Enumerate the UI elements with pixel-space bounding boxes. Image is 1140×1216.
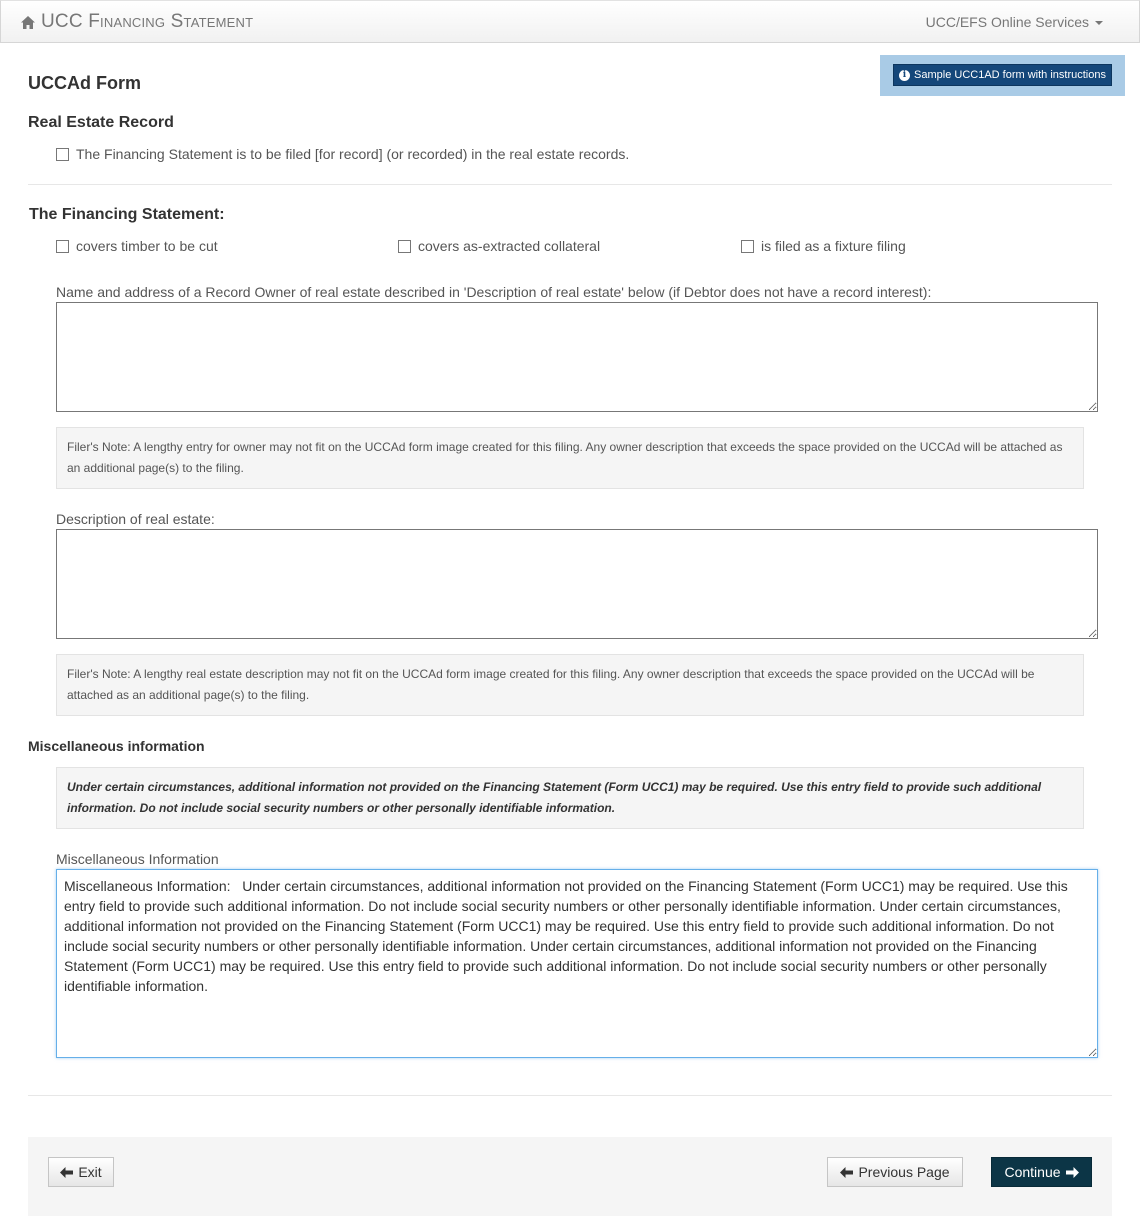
misc-heading: Miscellaneous information <box>28 738 205 754</box>
as-extracted-checkbox[interactable] <box>398 240 411 253</box>
real-estate-record-checkbox[interactable] <box>56 148 69 161</box>
divider <box>28 184 1112 185</box>
as-extracted-option[interactable] <box>398 238 600 254</box>
exit-button[interactable] <box>48 1157 114 1187</box>
timber-option[interactable] <box>56 238 218 254</box>
real-estate-description-label: Description of real estate: <box>56 511 215 527</box>
sample-form-panel <box>880 55 1125 96</box>
real-estate-record-heading: Real Estate Record <box>28 114 174 131</box>
form-footer <box>28 1137 1112 1216</box>
continue-button-label: Continue <box>1004 1164 1061 1180</box>
timber-label: covers timber to be cut <box>76 238 218 254</box>
exit-button-label: Exit <box>78 1164 102 1180</box>
fixture-filing-label: is filed as a fixture filing <box>761 238 906 254</box>
arrow-left-icon <box>60 1167 73 1178</box>
previous-page-button[interactable] <box>827 1157 963 1187</box>
fixture-filing-option[interactable] <box>741 238 906 254</box>
real-estate-description-textarea[interactable] <box>56 529 1098 639</box>
timber-checkbox[interactable] <box>56 240 69 253</box>
services-menu-label: UCC/EFS Online Services <box>925 14 1089 30</box>
misc-note: Under certain circumstances, additional information not provided on the Financing Statement (Form UCC1) may be required. Use this entry field to provide such additional information. Do not include social security numbers or other personally identifiable information. <box>56 767 1084 829</box>
caret-down-icon <box>1095 21 1103 25</box>
fixture-filing-checkbox[interactable] <box>741 240 754 253</box>
misc-textarea[interactable] <box>56 869 1098 1058</box>
continue-button[interactable] <box>991 1157 1092 1187</box>
misc-label: Miscellaneous Information <box>56 851 219 867</box>
record-owner-note: Filer's Note: A lengthy entry for owner may not fit on the UCCAd form image created for this filing. Any owner description that exceeds the space provided on the UCCAd will be attached as an additional page(s) to the filing. <box>56 427 1084 489</box>
divider <box>28 1095 1112 1096</box>
arrow-left-icon <box>840 1167 853 1178</box>
sample-form-button[interactable] <box>893 64 1112 86</box>
record-owner-label: Name and address of a Record Owner of real estate described in 'Description of real estate' below (if Debtor does not have a record interest): <box>56 284 932 300</box>
arrow-right-icon <box>1066 1167 1079 1178</box>
real-estate-record-option[interactable] <box>56 146 629 162</box>
home-icon <box>21 16 35 29</box>
brand-title: UCC Financing Statement <box>41 11 254 32</box>
as-extracted-label: covers as-extracted collateral <box>418 238 601 254</box>
real-estate-description-note: Filer's Note: A lengthy real estate description may not fit on the UCCAd form image created for this filing. Any owner description that exceeds the space provided on the UCCAd will be attached as an additional page(s) to the filing. <box>56 654 1084 716</box>
info-icon: i <box>899 70 910 81</box>
record-owner-textarea[interactable] <box>56 302 1098 412</box>
form-title: UCCAd Form <box>28 73 141 93</box>
real-estate-record-label: The Financing Statement is to be filed [for record] (or recorded) in the real estate records. <box>76 146 630 162</box>
brand-link[interactable] <box>21 11 253 33</box>
financing-statement-heading: The Financing Statement: <box>29 206 225 223</box>
top-navbar <box>0 0 1140 43</box>
previous-page-button-label: Previous Page <box>858 1164 950 1180</box>
services-menu[interactable] <box>926 14 1103 30</box>
sample-form-button-label: Sample UCC1AD form with instructions <box>914 69 1106 81</box>
